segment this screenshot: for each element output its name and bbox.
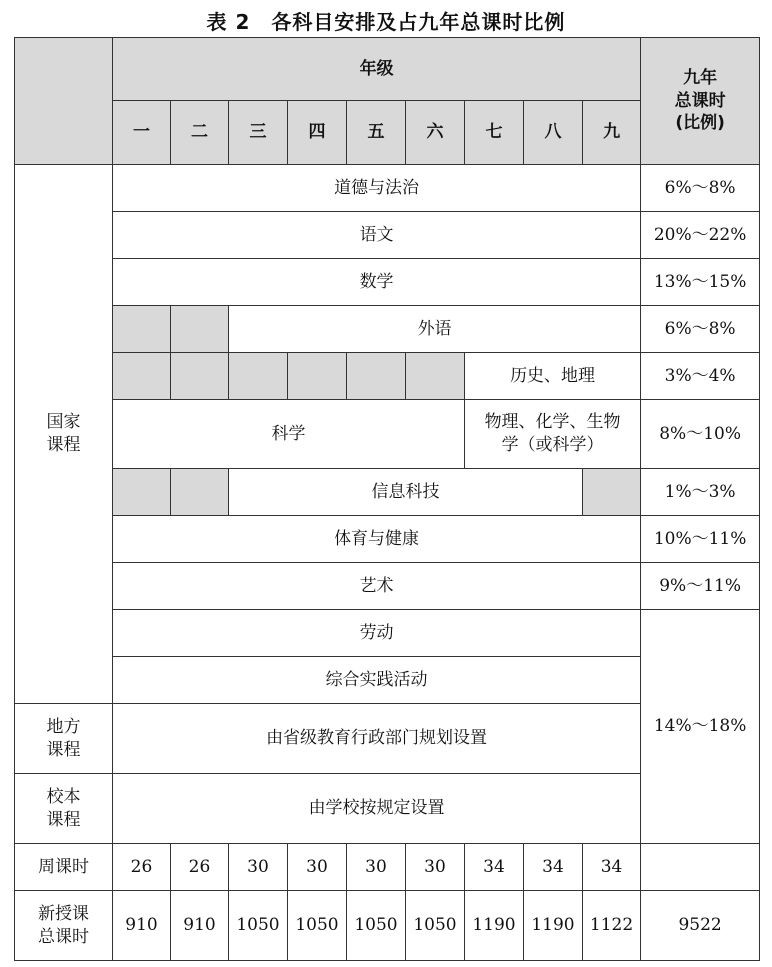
grade-header: 四: [288, 101, 347, 165]
empty-cell: [171, 469, 229, 516]
weekly-value: 30: [229, 844, 288, 891]
grade-group-header: 年级: [113, 38, 641, 101]
grand-total: 9522: [641, 891, 760, 961]
total-value: 1050: [406, 891, 465, 961]
empty-cell: [288, 353, 347, 400]
subject-morality: 道德与法治: [113, 165, 641, 212]
weekly-value: 30: [347, 844, 406, 891]
subject-science-upper: [465, 400, 641, 469]
ratio-it: 1%～3%: [641, 469, 760, 516]
category-national: [15, 165, 113, 704]
empty-cell: [347, 353, 406, 400]
grade-header: 九: [583, 101, 641, 165]
empty-cell: [406, 353, 465, 400]
ratio-science: 8%～10%: [641, 400, 760, 469]
header-corner: [15, 38, 113, 165]
total-header-line1: 九年: [683, 67, 718, 88]
totals-label: [15, 891, 113, 961]
category-school: [15, 774, 113, 844]
category-school-line2: 课程: [46, 809, 81, 830]
category-national-line1: 国家: [46, 412, 81, 433]
ratio-pe: 10%～11%: [641, 516, 760, 563]
category-local-line2: 课程: [46, 739, 81, 760]
empty-cell: [171, 306, 229, 353]
totals-label-line2: 总课时: [38, 926, 89, 947]
category-school-line1: 校本: [46, 786, 81, 807]
weekly-value: 34: [583, 844, 641, 891]
weekly-value: 26: [171, 844, 229, 891]
weekly-value: 30: [406, 844, 465, 891]
weekly-value: 34: [465, 844, 524, 891]
ratio-shared: 14%～18%: [641, 610, 760, 844]
total-value: 1190: [465, 891, 524, 961]
empty-cell: [583, 469, 641, 516]
totals-label-line1: 新授课: [38, 903, 89, 924]
grade-header: 三: [229, 101, 288, 165]
weekly-value: 26: [113, 844, 171, 891]
category-national-line2: 课程: [46, 435, 81, 455]
empty-cell: [113, 353, 171, 400]
weekly-value: 34: [524, 844, 583, 891]
ratio-art: 9%～11%: [641, 563, 760, 610]
curriculum-table: [14, 37, 760, 961]
subject-math: 数学: [113, 259, 641, 306]
subject-school: 由学校按规定设置: [113, 774, 641, 844]
grade-header: 二: [171, 101, 229, 165]
ratio-history-geography: 3%～4%: [641, 353, 760, 400]
table-title: 表 2 各科目安排及占九年总课时比例: [206, 10, 566, 34]
weekly-value: 30: [288, 844, 347, 891]
grade-header: 五: [347, 101, 406, 165]
subject-pe: 体育与健康: [113, 516, 641, 563]
subject-foreign: 外语: [229, 306, 641, 353]
total-value: 910: [113, 891, 171, 961]
total-value: 1190: [524, 891, 583, 961]
empty-cell: [229, 353, 288, 400]
subject-labor: 劳动: [113, 610, 641, 657]
science-upper-line1: 物理、化学、生物: [484, 412, 621, 433]
grade-header: 八: [524, 101, 583, 165]
ratio-math: 13%～15%: [641, 259, 760, 306]
weekly-label: 周课时: [15, 844, 113, 891]
total-value: 1050: [347, 891, 406, 961]
science-upper-line2: 学（或科学）: [501, 435, 604, 455]
subject-art: 艺术: [113, 563, 641, 610]
grade-header: 一: [113, 101, 171, 165]
empty-cell: [113, 469, 171, 516]
ratio-chinese: 20%～22%: [641, 212, 760, 259]
total-value: 1050: [288, 891, 347, 961]
empty-cell: [113, 306, 171, 353]
total-header-line2: 总课时: [674, 90, 726, 111]
total-value: 1122: [583, 891, 641, 961]
subject-chinese: 语文: [113, 212, 641, 259]
total-ratio-header: [641, 38, 760, 165]
subject-practice: 综合实践活动: [113, 657, 641, 704]
total-value: 1050: [229, 891, 288, 961]
subject-local: 由省级教育行政部门规划设置: [113, 704, 641, 774]
grade-header: 六: [406, 101, 465, 165]
ratio-foreign: 6%～8%: [641, 306, 760, 353]
total-value: 910: [171, 891, 229, 961]
total-header-line3: (比例): [675, 113, 725, 134]
empty-cell: [171, 353, 229, 400]
category-local: [15, 704, 113, 774]
subject-science: 科学: [113, 400, 465, 469]
ratio-morality: 6%～8%: [641, 165, 760, 212]
subject-it: 信息科技: [229, 469, 583, 516]
grade-header: 七: [465, 101, 524, 165]
weekly-total-empty: [641, 844, 760, 891]
category-local-line1: 地方: [46, 716, 81, 737]
subject-history-geography: 历史、地理: [465, 353, 641, 400]
